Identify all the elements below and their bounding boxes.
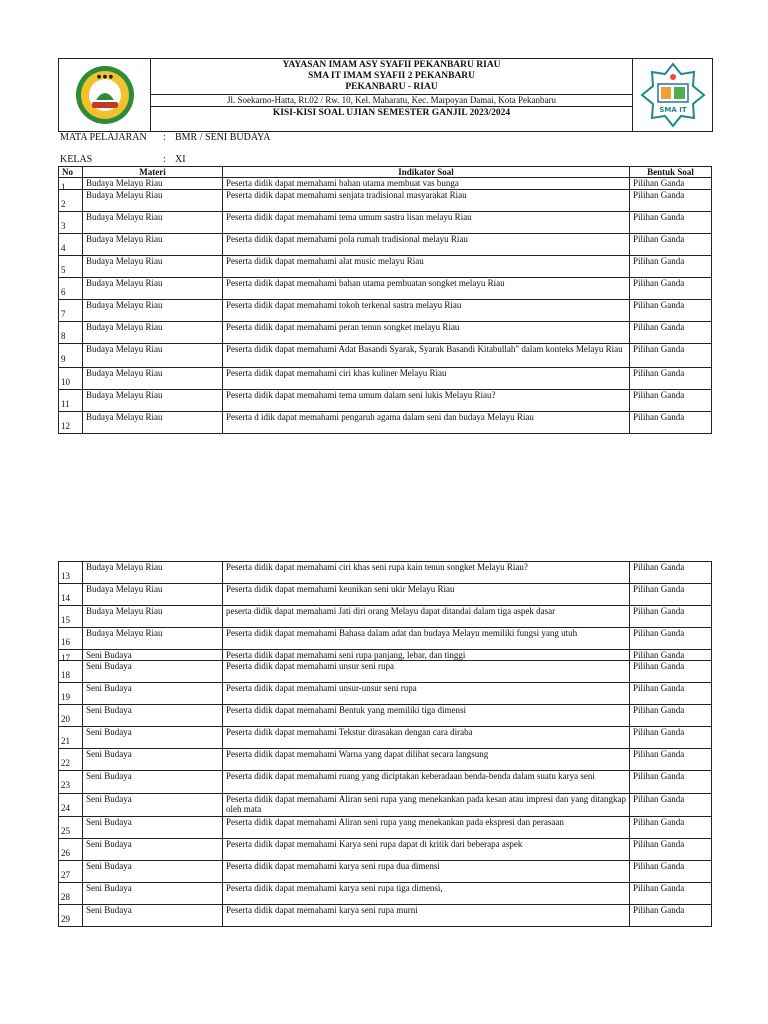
row-number-text: 9 bbox=[61, 353, 66, 364]
row-indikator bbox=[223, 322, 630, 344]
row-indikator bbox=[223, 683, 630, 705]
row-number bbox=[59, 234, 83, 256]
row-materi bbox=[83, 344, 223, 368]
row-number-text: 2 bbox=[61, 198, 66, 209]
row-bentuk bbox=[630, 905, 712, 927]
row-indikator bbox=[223, 344, 630, 368]
row-materi bbox=[83, 905, 223, 927]
row-indikator bbox=[223, 178, 630, 190]
subject-row bbox=[60, 132, 270, 143]
row-indikator-text: Peserta didik dapat memahami Bahasa dalam adat dan budaya Melayu memiliki fungsi yang utuh bbox=[226, 628, 578, 638]
row-indikator-text: peserta didik dapat memahami Jati diri orang Melayu dapat ditandai dalam tiga aspek dasar bbox=[226, 606, 556, 616]
table-row bbox=[59, 817, 712, 839]
row-indikator bbox=[223, 661, 630, 683]
row-bentuk-text: Pilihan Ganda bbox=[633, 234, 685, 244]
row-materi bbox=[83, 256, 223, 278]
row-materi bbox=[83, 861, 223, 883]
class-sep: : bbox=[163, 154, 166, 165]
table-row bbox=[59, 839, 712, 861]
row-materi bbox=[83, 749, 223, 771]
row-materi-text: Budaya Melayu Riau bbox=[86, 344, 163, 354]
row-materi-text: Budaya Melayu Riau bbox=[86, 322, 163, 332]
row-bentuk bbox=[630, 278, 712, 300]
table-row bbox=[59, 661, 712, 683]
table-row bbox=[59, 562, 712, 584]
row-bentuk-text: Pilihan Ganda bbox=[633, 771, 685, 781]
row-indikator-text: Peserta didik dapat memahami Aliran seni rupa yang menekankan pada ekspresi dan perasaan bbox=[226, 817, 564, 827]
row-indikator-text: Peserta didik dapat memahami ciri khas seni rupa kain tenun songket Melayu Riau? bbox=[226, 562, 528, 572]
row-bentuk-text: Pilihan Ganda bbox=[633, 794, 685, 804]
row-indikator-text: Peserta didik dapat memahami unsur-unsur seni rupa bbox=[226, 683, 417, 693]
row-indikator-text: Peserta didik dapat memahami peran tenun songket melayu Riau bbox=[226, 322, 460, 332]
row-materi-text: Budaya Melayu Riau bbox=[86, 178, 163, 188]
row-bentuk-text: Pilihan Ganda bbox=[633, 412, 685, 422]
row-bentuk bbox=[630, 661, 712, 683]
document-title: KISI-KISI SOAL UJIAN SEMESTER GANJIL 2023/2024 bbox=[272, 108, 511, 118]
table-row bbox=[59, 368, 712, 390]
row-number bbox=[59, 368, 83, 390]
row-number bbox=[59, 727, 83, 749]
row-bentuk-text: Pilihan Ganda bbox=[633, 817, 685, 827]
row-bentuk-text: Pilihan Ganda bbox=[633, 256, 685, 266]
row-number bbox=[59, 212, 83, 234]
row-indikator-text: Peserta didik dapat memahami Bentuk yang memiliki tiga dimensi bbox=[226, 705, 466, 715]
subject-label: MATA PELAJARAN bbox=[60, 132, 147, 143]
row-bentuk bbox=[630, 344, 712, 368]
row-bentuk-text: Pilihan Ganda bbox=[633, 562, 685, 572]
row-number bbox=[59, 412, 83, 434]
subject-sep: : bbox=[163, 132, 166, 143]
row-materi bbox=[83, 212, 223, 234]
col-indikator: Indikator Soal bbox=[223, 167, 630, 178]
row-number-text: 4 bbox=[61, 242, 66, 253]
row-indikator bbox=[223, 749, 630, 771]
row-bentuk bbox=[630, 412, 712, 434]
row-materi bbox=[83, 650, 223, 661]
row-number bbox=[59, 178, 83, 190]
row-indikator-text: Peserta didik dapat memahami Adat Basandi Syarak, Syarak Basandi Kitabullah" dalam konteks Melayu Riau bbox=[226, 344, 623, 354]
row-number-text: 16 bbox=[61, 636, 70, 647]
row-materi bbox=[83, 606, 223, 628]
row-indikator bbox=[223, 839, 630, 861]
row-materi bbox=[83, 178, 223, 190]
row-bentuk-text: Pilihan Ganda bbox=[633, 705, 685, 715]
row-number bbox=[59, 606, 83, 628]
row-indikator bbox=[223, 861, 630, 883]
table-row bbox=[59, 178, 712, 190]
row-number-text: 8 bbox=[61, 330, 66, 341]
row-bentuk bbox=[630, 817, 712, 839]
table-row bbox=[59, 212, 712, 234]
row-bentuk bbox=[630, 190, 712, 212]
row-materi-text: Budaya Melayu Riau bbox=[86, 584, 163, 594]
row-materi-text: Seni Budaya bbox=[86, 794, 132, 804]
row-materi bbox=[83, 683, 223, 705]
row-materi bbox=[83, 661, 223, 683]
row-indikator bbox=[223, 390, 630, 412]
row-indikator-text: Peserta d idik dapat memahami pengaruh agama dalam seni dan budaya Melayu Riau bbox=[226, 412, 534, 422]
row-materi-text: Seni Budaya bbox=[86, 661, 132, 671]
row-number bbox=[59, 683, 83, 705]
row-materi-text: Seni Budaya bbox=[86, 817, 132, 827]
row-number-text: 18 bbox=[61, 669, 70, 680]
row-number bbox=[59, 794, 83, 817]
row-indikator-text: Peserta didik dapat memahami tema umum dalam seni lukis Melayu Riau? bbox=[226, 390, 496, 400]
row-number-text: 23 bbox=[61, 780, 70, 790]
row-materi-text: Budaya Melayu Riau bbox=[86, 212, 163, 222]
row-indikator-text: Peserta didik dapat memahami seni rupa panjang, lebar, dan tinggi bbox=[226, 650, 466, 660]
row-number bbox=[59, 390, 83, 412]
row-number bbox=[59, 650, 83, 661]
table-row bbox=[59, 344, 712, 368]
row-indikator bbox=[223, 562, 630, 584]
svg-text:● ● ●: ● ● ● bbox=[96, 74, 113, 80]
table-row bbox=[59, 256, 712, 278]
row-materi bbox=[83, 368, 223, 390]
row-materi-text: Seni Budaya bbox=[86, 749, 132, 759]
row-materi bbox=[83, 190, 223, 212]
kisi-table-2 bbox=[58, 561, 712, 927]
row-number-text: 12 bbox=[61, 420, 70, 431]
row-bentuk bbox=[630, 683, 712, 705]
row-bentuk bbox=[630, 628, 712, 650]
row-bentuk-text: Pilihan Ganda bbox=[633, 628, 685, 638]
row-indikator bbox=[223, 650, 630, 661]
row-bentuk-text: Pilihan Ganda bbox=[633, 300, 685, 310]
row-bentuk-text: Pilihan Ganda bbox=[633, 683, 685, 693]
foundation-name: YAYASAN IMAM ASY SYAFII PEKANBARU RIAU bbox=[282, 60, 501, 70]
row-indikator bbox=[223, 300, 630, 322]
row-indikator bbox=[223, 256, 630, 278]
row-number-text: 1 bbox=[61, 181, 66, 192]
row-number-text: 21 bbox=[61, 735, 70, 746]
row-number-text: 24 bbox=[61, 803, 70, 813]
row-bentuk-text: Pilihan Ganda bbox=[633, 883, 685, 893]
row-bentuk bbox=[630, 178, 712, 190]
row-number bbox=[59, 883, 83, 905]
row-bentuk-text: Pilihan Ganda bbox=[633, 839, 685, 849]
row-indikator-text: Peserta didik dapat memahami unsur seni rupa bbox=[226, 661, 394, 671]
table-row bbox=[59, 278, 712, 300]
row-materi bbox=[83, 727, 223, 749]
table-row bbox=[59, 771, 712, 794]
row-number bbox=[59, 278, 83, 300]
row-number bbox=[59, 749, 83, 771]
row-materi-text: Seni Budaya bbox=[86, 727, 132, 737]
row-bentuk bbox=[630, 234, 712, 256]
row-materi bbox=[83, 234, 223, 256]
row-number bbox=[59, 905, 83, 927]
row-materi-text: Budaya Melayu Riau bbox=[86, 368, 163, 378]
row-indikator bbox=[223, 794, 630, 817]
row-materi-text: Seni Budaya bbox=[86, 705, 132, 715]
row-indikator-text: Peserta didik dapat memahami ciri khas kuliner Melayu Riau bbox=[226, 368, 447, 378]
row-indikator bbox=[223, 278, 630, 300]
row-number bbox=[59, 562, 83, 584]
row-indikator bbox=[223, 234, 630, 256]
school-address: Jl. Soekarno-Hatta, Rt.02 / Rw. 10, Kel. Maharatu, Kec. Marpoyan Damai, Kota Pekanbaru bbox=[151, 94, 632, 107]
row-indikator-text: Peserta didik dapat memahami keunikan seni ukir Melayu Riau bbox=[226, 584, 455, 594]
row-number-text: 11 bbox=[61, 398, 70, 409]
table-row bbox=[59, 190, 712, 212]
right-logo-text: SMA IT bbox=[658, 106, 687, 114]
row-indikator bbox=[223, 817, 630, 839]
table-row bbox=[59, 683, 712, 705]
row-bentuk-text: Pilihan Ganda bbox=[633, 390, 685, 400]
row-materi-text: Budaya Melayu Riau bbox=[86, 190, 163, 200]
row-number bbox=[59, 771, 83, 794]
row-number-text: 15 bbox=[61, 614, 70, 625]
table-row bbox=[59, 650, 712, 661]
row-indikator-text: Peserta didik dapat memahami tokoh terkenal sastra melayu Riau bbox=[226, 300, 462, 310]
row-number bbox=[59, 817, 83, 839]
row-number-text: 19 bbox=[61, 691, 70, 702]
row-materi bbox=[83, 817, 223, 839]
table-row bbox=[59, 322, 712, 344]
row-number bbox=[59, 190, 83, 212]
row-number-text: 17 bbox=[61, 653, 70, 663]
row-bentuk bbox=[630, 861, 712, 883]
table-row bbox=[59, 628, 712, 650]
row-materi bbox=[83, 584, 223, 606]
table-row bbox=[59, 705, 712, 727]
row-indikator-text: Peserta didik dapat memahami karya seni rupa dua dimensi bbox=[226, 861, 440, 871]
row-materi bbox=[83, 562, 223, 584]
class-row bbox=[60, 154, 186, 165]
row-bentuk-text: Pilihan Ganda bbox=[633, 661, 685, 671]
document-header bbox=[58, 58, 713, 132]
row-bentuk-text: Pilihan Ganda bbox=[633, 368, 685, 378]
row-number-text: 28 bbox=[61, 891, 70, 902]
row-indikator-text: Peserta didik dapat memahami karya seni rupa murni bbox=[226, 905, 418, 915]
row-materi bbox=[83, 883, 223, 905]
row-indikator-text: Peserta didik dapat memahami Warna yang dapat dilihat secara langsung bbox=[226, 749, 489, 759]
row-materi-text: Budaya Melayu Riau bbox=[86, 234, 163, 244]
row-indikator bbox=[223, 412, 630, 434]
row-materi-text: Seni Budaya bbox=[86, 650, 132, 660]
row-materi bbox=[83, 322, 223, 344]
row-indikator-text: Peserta didik dapat memahami bahan utama pembuatan songket melayu Riau bbox=[226, 278, 505, 288]
row-materi-text: Budaya Melayu Riau bbox=[86, 628, 163, 638]
row-materi-text: Budaya Melayu Riau bbox=[86, 256, 163, 266]
row-bentuk bbox=[630, 562, 712, 584]
col-materi: Materi bbox=[83, 167, 223, 178]
row-bentuk-text: Pilihan Ganda bbox=[633, 606, 685, 616]
row-bentuk bbox=[630, 650, 712, 661]
row-materi-text: Seni Budaya bbox=[86, 683, 132, 693]
row-bentuk-text: Pilihan Ganda bbox=[633, 190, 685, 200]
row-indikator-text: Peserta didik dapat memahami Tekstur dirasakan dengan cara diraba bbox=[226, 727, 473, 737]
row-indikator bbox=[223, 905, 630, 927]
row-indikator bbox=[223, 584, 630, 606]
row-materi bbox=[83, 412, 223, 434]
table-row bbox=[59, 905, 712, 927]
row-indikator bbox=[223, 368, 630, 390]
row-bentuk bbox=[630, 705, 712, 727]
row-indikator bbox=[223, 727, 630, 749]
row-bentuk bbox=[630, 322, 712, 344]
class-label: KELAS bbox=[60, 154, 93, 165]
row-materi-text: Seni Budaya bbox=[86, 883, 132, 893]
row-indikator-text: Peserta didik dapat memahami Karya seni rupa dapat di kritik dari beberapa aspek bbox=[226, 839, 523, 849]
row-number bbox=[59, 628, 83, 650]
row-bentuk-text: Pilihan Ganda bbox=[633, 727, 685, 737]
row-bentuk-text: Pilihan Ganda bbox=[633, 322, 685, 332]
row-number-text: 13 bbox=[61, 570, 70, 581]
row-indikator-text: Peserta didik dapat memahami karya seni rupa tiga dimensi, bbox=[226, 883, 443, 893]
table-row bbox=[59, 390, 712, 412]
row-number-text: 14 bbox=[61, 592, 70, 603]
row-materi bbox=[83, 839, 223, 861]
row-materi bbox=[83, 300, 223, 322]
subject-value: BMR / SENI BUDAYA bbox=[175, 132, 271, 143]
row-bentuk bbox=[630, 584, 712, 606]
row-bentuk bbox=[630, 727, 712, 749]
row-indikator bbox=[223, 771, 630, 794]
row-indikator bbox=[223, 628, 630, 650]
row-materi-text: Seni Budaya bbox=[86, 905, 132, 915]
row-bentuk-text: Pilihan Ganda bbox=[633, 278, 685, 288]
row-indikator bbox=[223, 212, 630, 234]
row-materi-text: Budaya Melayu Riau bbox=[86, 278, 163, 288]
row-number-text: 29 bbox=[61, 913, 70, 924]
row-bentuk bbox=[630, 300, 712, 322]
row-number-text: 3 bbox=[61, 220, 66, 231]
table-row bbox=[59, 749, 712, 771]
kisi-table-1 bbox=[58, 166, 712, 434]
row-number bbox=[59, 661, 83, 683]
table-row bbox=[59, 794, 712, 817]
row-materi-text: Seni Budaya bbox=[86, 839, 132, 849]
row-indikator-text: Peserta didik dapat memahami ruang yang diciptakan keberadaan benda-benda dalam suatu karya seni bbox=[226, 771, 595, 781]
row-number-text: 6 bbox=[61, 286, 66, 297]
row-bentuk-text: Pilihan Ganda bbox=[633, 650, 685, 660]
row-number-text: 27 bbox=[61, 869, 70, 880]
col-bentuk: Bentuk Soal bbox=[630, 167, 712, 178]
row-materi bbox=[83, 278, 223, 300]
row-materi bbox=[83, 794, 223, 817]
table-row bbox=[59, 300, 712, 322]
row-number-text: 20 bbox=[61, 713, 70, 724]
row-number bbox=[59, 584, 83, 606]
row-indikator bbox=[223, 705, 630, 727]
row-materi bbox=[83, 771, 223, 794]
row-bentuk-text: Pilihan Ganda bbox=[633, 344, 685, 354]
row-number bbox=[59, 322, 83, 344]
school-city: PEKANBARU - RIAU bbox=[345, 82, 438, 92]
col-no: No bbox=[59, 167, 83, 178]
row-bentuk-text: Pilihan Ganda bbox=[633, 584, 685, 594]
right-logo-cell bbox=[632, 59, 712, 131]
sma-it-logo-icon bbox=[640, 62, 706, 128]
row-indikator-text: Peserta didik dapat memahami senjata tradisional masyarakat Riau bbox=[226, 190, 467, 200]
row-bentuk bbox=[630, 606, 712, 628]
row-bentuk-text: Pilihan Ganda bbox=[633, 178, 685, 188]
row-indikator-text: Peserta didik dapat memahami alat music melayu Riau bbox=[226, 256, 424, 266]
row-materi-text: Seni Budaya bbox=[86, 861, 132, 871]
row-materi-text: Budaya Melayu Riau bbox=[86, 412, 163, 422]
row-bentuk bbox=[630, 771, 712, 794]
table-row bbox=[59, 606, 712, 628]
row-number-text: 25 bbox=[61, 825, 70, 836]
row-materi-text: Budaya Melayu Riau bbox=[86, 606, 163, 616]
row-number bbox=[59, 300, 83, 322]
table-row bbox=[59, 584, 712, 606]
row-materi bbox=[83, 705, 223, 727]
row-bentuk bbox=[630, 794, 712, 817]
row-bentuk-text: Pilihan Ganda bbox=[633, 861, 685, 871]
left-logo-cell bbox=[59, 59, 151, 131]
row-number bbox=[59, 344, 83, 368]
row-indikator bbox=[223, 883, 630, 905]
row-bentuk-text: Pilihan Ganda bbox=[633, 212, 685, 222]
table-row bbox=[59, 883, 712, 905]
row-materi-text: Seni Budaya bbox=[86, 771, 132, 781]
row-materi bbox=[83, 390, 223, 412]
row-materi-text: Budaya Melayu Riau bbox=[86, 390, 163, 400]
row-number-text: 7 bbox=[61, 308, 66, 319]
yayasan-seal-icon bbox=[74, 64, 136, 126]
row-bentuk bbox=[630, 256, 712, 278]
row-bentuk bbox=[630, 390, 712, 412]
row-indikator bbox=[223, 606, 630, 628]
row-number bbox=[59, 861, 83, 883]
row-indikator-text: Peserta didik dapat memahami Aliran seni rupa yang menekankan pada kesan atau impresi dan yang ditangkap oleh mata bbox=[226, 794, 626, 814]
row-number bbox=[59, 256, 83, 278]
table-row bbox=[59, 234, 712, 256]
row-number-text: 10 bbox=[61, 376, 70, 387]
row-bentuk bbox=[630, 883, 712, 905]
class-value: XI bbox=[175, 154, 186, 165]
school-name: SMA IT IMAM SYAFII 2 PEKANBARU bbox=[307, 71, 476, 81]
row-bentuk bbox=[630, 212, 712, 234]
table-row bbox=[59, 412, 712, 434]
table-row bbox=[59, 727, 712, 749]
row-bentuk bbox=[630, 368, 712, 390]
row-bentuk-text: Pilihan Ganda bbox=[633, 749, 685, 759]
table-row bbox=[59, 861, 712, 883]
row-number-text: 22 bbox=[61, 757, 70, 768]
row-indikator-text: Peserta didik dapat memahami tema umum sastra lisan melayu Riau bbox=[226, 212, 472, 222]
row-bentuk bbox=[630, 749, 712, 771]
row-materi bbox=[83, 628, 223, 650]
row-bentuk-text: Pilihan Ganda bbox=[633, 905, 685, 915]
row-materi-text: Budaya Melayu Riau bbox=[86, 562, 163, 572]
row-indikator bbox=[223, 190, 630, 212]
row-number bbox=[59, 839, 83, 861]
row-bentuk bbox=[630, 839, 712, 861]
row-number bbox=[59, 705, 83, 727]
row-indikator-text: Peserta didik dapat memahami pola rumah tradisional melayu Riau bbox=[226, 234, 468, 244]
row-number-text: 5 bbox=[61, 264, 66, 275]
row-materi-text: Budaya Melayu Riau bbox=[86, 300, 163, 310]
row-number-text: 26 bbox=[61, 847, 70, 858]
row-indikator-text: Peserta didik dapat memahami bahan utama membuat vas bunga bbox=[226, 178, 459, 188]
